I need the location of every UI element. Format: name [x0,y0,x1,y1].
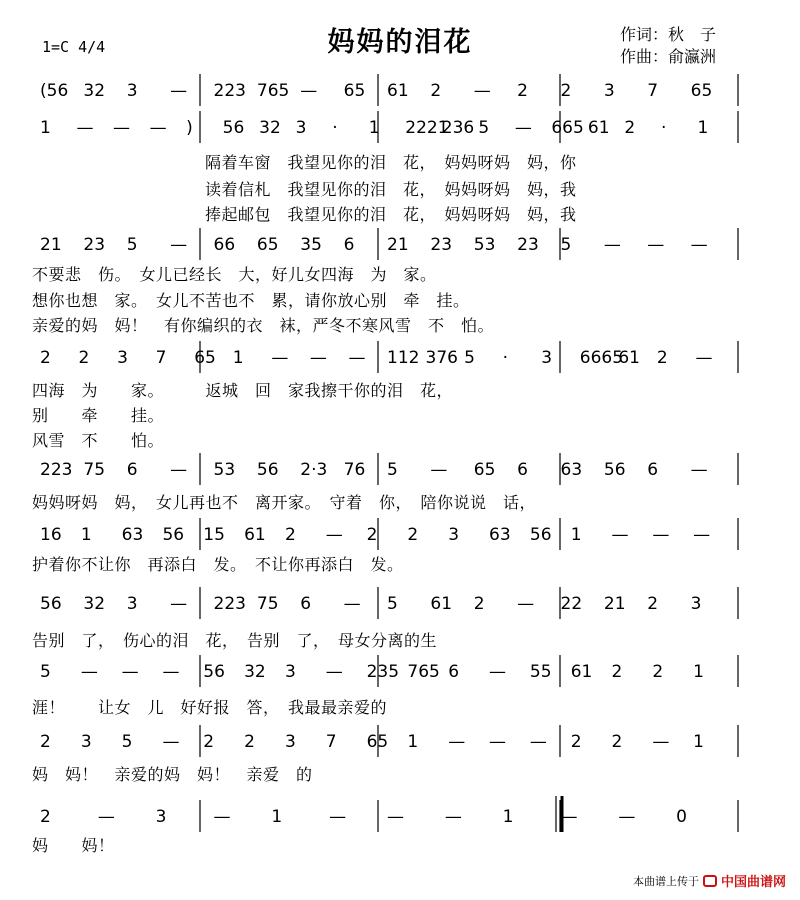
note: 6665 [579,348,624,368]
lyric-line: 不要悲 伤。 女儿已经长 大，好儿女四海 为 家。 [32,265,437,284]
note: 376 [425,348,459,368]
note: 0 [676,807,687,827]
lyric-line: 想你也想 家。 女儿不苦也不 累，请你放心别 牵 挂。 [32,291,470,310]
key-signature: 1=C 4/4 [42,38,106,56]
note: 2 [652,662,664,682]
lyric-line: 妈妈呀妈 妈， 女儿再也不 离开家。 守着 你， 陪你说说 话， [32,493,537,512]
note: 5 [126,235,138,255]
note: — [448,732,466,752]
note: 1 [40,118,51,138]
song-title: 妈妈的泪花 [327,27,473,58]
note: 61 [387,81,409,101]
note: — [652,732,670,752]
note: 765 [256,81,290,101]
note: 5 [121,732,133,752]
note: — [611,525,629,545]
note: 23 [517,235,539,255]
note: 3 [126,81,138,101]
note: 3 [541,348,553,368]
note: 3 [295,118,307,138]
note: — [514,118,532,138]
note: 5 [478,118,490,138]
site-logo-icon [703,875,717,887]
note: 1 [502,807,514,827]
note: 1 [407,732,419,752]
note: — [170,81,188,101]
note: 1 [368,118,380,138]
note: 2 [560,81,572,101]
note: 223 [213,81,246,101]
note: — [430,460,448,480]
lyric-line: 妈 妈！ [32,836,115,855]
note: — [325,525,343,545]
note: — [97,807,115,827]
note: 3 [284,732,296,752]
note: 65 [343,81,366,101]
composer-credit: 作曲：俞瀛洲 [620,47,717,66]
note: 1 [80,525,92,545]
note: — [647,235,665,255]
note: — [325,662,343,682]
lyricist-credit: 作词：秋 子 [620,25,717,44]
lyric-line: 捧起邮包 我望见你的泪 花， 妈妈呀妈 妈，我 [205,205,577,224]
note: 665 [551,118,584,138]
note: 1 [693,732,705,752]
note: 65 [194,348,216,368]
note: — [444,807,462,827]
note: 75 [83,460,106,480]
note: 3 [80,732,92,752]
note: — [387,807,404,827]
note: 2 [407,525,419,545]
note: — [80,662,98,682]
note: 2 [40,348,51,368]
note: 223 [40,460,73,480]
note: — [121,662,139,682]
note: 2 [570,732,582,752]
lyric-line: 风雪 不 怕。 [32,431,165,450]
note: 56 [256,460,279,480]
note: 6 [517,460,528,480]
note: 1 [693,662,705,682]
note: 2 [40,807,51,827]
note: 3 [155,807,167,827]
note: 2 [624,118,636,138]
note: 3 [117,348,128,368]
note: 5 [464,348,475,368]
note: 1 [232,348,244,368]
note: 16 [40,525,62,545]
lyric-line: 亲爱的妈 妈！ 有你编织的衣 袜，严冬不寒风雪 不 怕。 [32,316,495,335]
note: 2 [40,732,51,752]
note: 5 [560,235,572,255]
note: 765 [407,662,440,682]
note: — [309,348,327,368]
note: — [343,594,361,614]
note: — [560,807,578,827]
note: — [529,732,547,752]
note: · [502,348,509,368]
note: 65 [690,81,713,101]
note: 7 [647,81,659,101]
note: — [329,807,347,827]
note: 75 [256,594,279,614]
note: 56 [203,662,225,682]
note: 3 [603,81,615,101]
note: — [695,348,713,368]
note: 7 [325,732,337,752]
note: — [113,118,131,138]
note: 1 [570,525,582,545]
note: 32 [259,118,281,138]
note: 5 [387,594,398,614]
note: — [348,348,366,368]
note: 3 [126,594,138,614]
note: 56 [162,525,185,545]
note: 6 [647,460,659,480]
note: 2 [203,732,215,752]
note: 23 [83,235,106,255]
note: — [162,662,180,682]
note: 5 [40,662,51,682]
note: 2 [611,732,623,752]
note: 56 [529,525,552,545]
note: — [149,118,167,138]
note: 2 [656,348,668,368]
note: 21 [603,594,626,614]
note: 55 [529,662,552,682]
note: 6 [300,594,312,614]
note: 1 [697,118,709,138]
note: 2·3 [300,460,328,480]
note: — [618,807,636,827]
note: 2 [366,525,378,545]
lyric-line: 读着信札 我望见你的泪 花， 妈妈呀妈 妈，我 [205,180,577,199]
note: — [603,235,621,255]
note: 32 [83,594,106,614]
note: 65 [366,732,389,752]
note: 6 [448,662,460,682]
note: 3 [448,525,460,545]
note: 56 [222,118,245,138]
note: 56 [40,594,62,614]
note: 112 [387,348,420,368]
note: 2 [78,348,90,368]
note: 53 [213,460,236,480]
note: — [162,732,180,752]
note: 61 [570,662,593,682]
note: — [300,81,318,101]
note: — [690,460,708,480]
note: — [690,235,708,255]
note: 1 [271,807,283,827]
note: 61 [430,594,453,614]
note: 21 [40,235,62,255]
lyric-line: 告别 了， 伤心的泪 花， 告别 了， 母女分离的生 [32,631,438,650]
note: 3 [690,594,702,614]
note: 66 [213,235,236,255]
note: · [660,118,667,138]
note: — [693,525,711,545]
note: 22 [560,594,583,614]
site-name[interactable]: 中国曲谱网 [720,875,786,890]
note: — [170,594,188,614]
note: 2221 [405,118,449,138]
note: 235 [366,662,400,682]
note: 2 [647,594,659,614]
note: (56 [40,81,69,101]
note: 32 [244,662,266,682]
note: — [170,460,188,480]
note: 6 [126,460,138,480]
lyric-line: 护着你不让你 再添白 发。 不让你再添白 发。 [32,555,404,574]
note: 61 [587,118,610,138]
note: 21 [387,235,409,255]
lyric-line: 四海 为 家。 返城 回 家我擦干你的泪 花， [32,381,454,400]
upload-label: 本曲谱上传于 [632,874,699,888]
note: — [170,235,188,255]
note: 76 [343,460,366,480]
lyric-line: 隔着车窗 我望见你的泪 花， 妈妈呀妈 妈，你 [205,153,577,172]
footer [633,871,786,890]
note: — [271,348,289,368]
note: 65 [473,460,496,480]
note: 7 [155,348,167,368]
note: 2 [244,732,255,752]
note: — [489,662,507,682]
note: 61 [244,525,266,545]
note: — [473,81,491,101]
note: 2 [430,81,442,101]
note: 2 [473,594,485,614]
note: 32 [83,81,106,101]
note: 63 [560,460,583,480]
note: 63 [489,525,511,545]
lyric-line: 别 牵 挂。 [32,406,165,425]
note: 2 [284,525,296,545]
lyric-line: 涯！ 让女 儿 好好报 答， 我最最亲爱的 [32,698,388,717]
note: 3 [284,662,296,682]
note: · [332,118,338,138]
note: 2 [517,81,528,101]
lyric-line: 妈 妈！ 亲爱的妈 妈！ 亲爱 的 [32,765,313,784]
note: 236 [441,118,475,138]
note: 223 [213,594,246,614]
note: 15 [203,525,225,545]
note: 56 [603,460,626,480]
note: 63 [121,525,144,545]
note: 61 [618,348,640,368]
note: ) [186,118,193,138]
note: 2 [611,662,623,682]
note: 23 [430,235,453,255]
note: — [489,732,507,752]
note: — [213,807,231,827]
note: 65 [256,235,279,255]
note: — [517,594,535,614]
note: 5 [387,460,398,480]
note: 53 [473,235,496,255]
note: — [76,118,94,138]
note: 35 [300,235,322,255]
note: — [652,525,670,545]
note: 6 [343,235,355,255]
